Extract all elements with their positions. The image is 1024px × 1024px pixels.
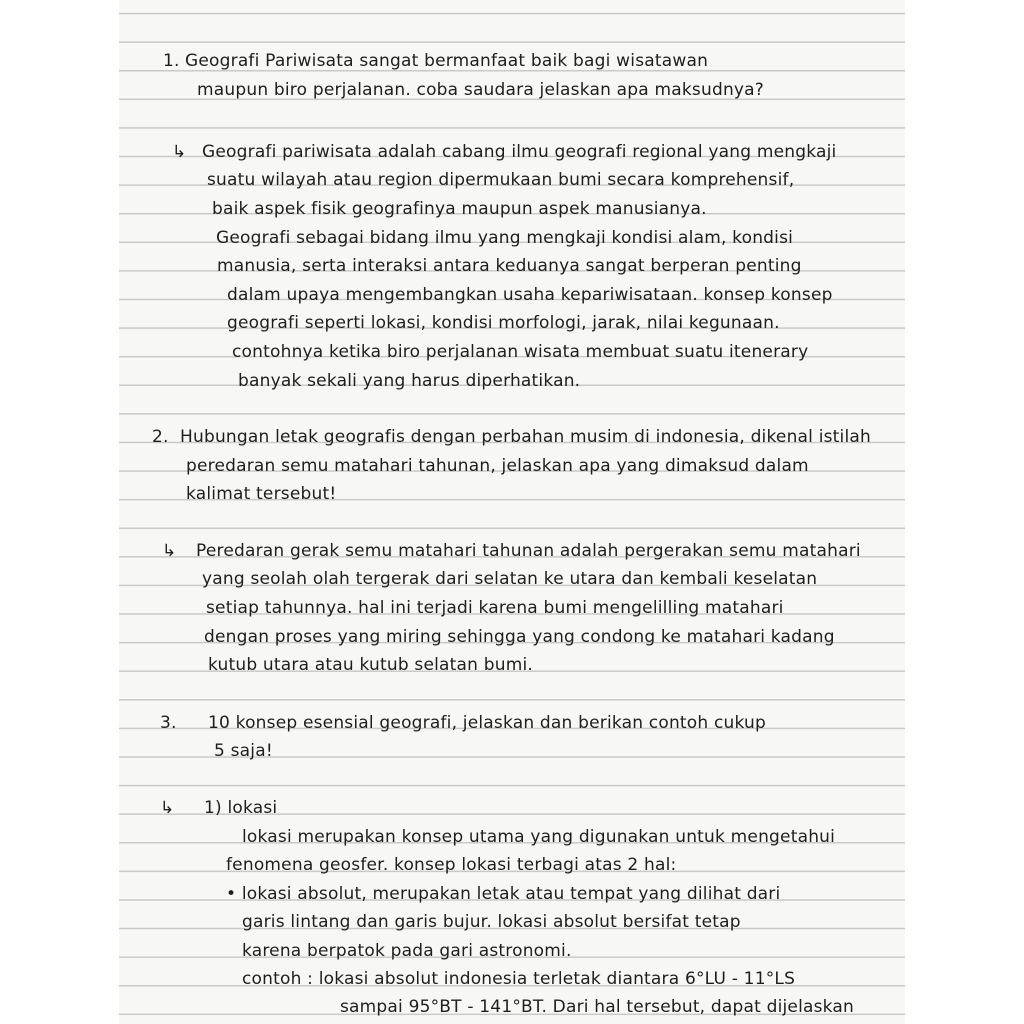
question-2-line-3: kalimat tersebut! xyxy=(186,484,337,504)
answer-2-line-3: setiap tahunnya. hal ini terjadi karena bumi mengelilling matahari xyxy=(206,598,784,618)
answer-3-line-6: contoh : lokasi absolut indonesia terletak diantara 6°LU - 11°LS xyxy=(242,969,796,989)
answer-1-line-5: manusia, serta interaksi antara keduanya sangat berperan penting xyxy=(217,256,802,276)
answer-2-arrow-icon: ↳ xyxy=(162,541,177,561)
question-2-number: 2. xyxy=(152,427,169,447)
answer-3-line-5: karena berpatok pada gari astronomi. xyxy=(242,941,572,961)
question-2-line-1: Hubungan letak geografis dengan perbahan musim di indonesia, dikenal istilah xyxy=(180,427,871,447)
answer-3-line-2: fenomena geosfer. konsep lokasi terbagi atas 2 hal: xyxy=(226,855,677,875)
answer-1-line-2: suatu wilayah atau region dipermukaan bumi secara komprehensif, xyxy=(207,170,795,190)
answer-1-line-6: dalam upaya mengembangkan usaha kepariwisataan. konsep konsep xyxy=(227,285,833,305)
answer-2-line-1: Peredaran gerak semu matahari tahunan adalah pergerakan semu matahari xyxy=(196,541,861,561)
answer-1-line-1: Geografi pariwisata adalah cabang ilmu geografi regional yang mengkaji xyxy=(202,142,837,162)
answer-1-line-7: geografi seperti lokasi, kondisi morfologi, jarak, nilai kegunaan. xyxy=(227,313,780,333)
answer-3-line-4: garis lintang dan garis bujur. lokasi absolut bersifat tetap xyxy=(242,912,741,932)
answer-2-line-5: kutub utara atau kutub selatan bumi. xyxy=(208,655,533,675)
question-1-number: 1. xyxy=(163,51,180,71)
answer-3-line-3: • lokasi absolut, merupakan letak atau tempat yang dilihat dari xyxy=(226,884,781,904)
answer-3-heading: 1) lokasi xyxy=(204,798,278,818)
answer-1-line-9: banyak sekali yang harus diperhatikan. xyxy=(238,371,581,391)
answer-1-line-8: contohnya ketika biro perjalanan wisata membuat suatu itenerary xyxy=(232,342,809,362)
answer-3-arrow-icon: ↳ xyxy=(160,798,175,818)
answer-1-line-4: Geografi sebagai bidang ilmu yang mengkaji kondisi alam, kondisi xyxy=(216,228,794,248)
answer-2-line-4: dengan proses yang miring sehingga yang condong ke matahari kadang xyxy=(204,627,835,647)
question-1-line-1: Geografi Pariwisata sangat bermanfaat baik bagi wisatawan xyxy=(185,51,709,71)
question-3-line-1: 10 konsep esensial geografi, jelaskan dan berikan contoh cukup xyxy=(208,713,766,733)
answer-3-line-7: sampai 95°BT - 141°BT. Dari hal tersebut, dapat dijelaskan xyxy=(340,997,855,1017)
question-1-line-2: maupun biro perjalanan. coba saudara jelaskan apa maksudnya? xyxy=(197,80,765,100)
answer-1-line-3: baik aspek fisik geografinya maupun aspek manusianya. xyxy=(212,199,707,219)
question-3-line-2: 5 saja! xyxy=(214,741,273,761)
question-3-number: 3. xyxy=(160,713,177,733)
answer-1-arrow-icon: ↳ xyxy=(172,142,187,162)
answer-3-line-1: lokasi merupakan konsep utama yang digunakan untuk mengetahui xyxy=(242,827,836,847)
answer-2-line-2: yang seolah olah tergerak dari selatan ke utara dan kembali keselatan xyxy=(202,569,818,589)
question-2-line-2: peredaran semu matahari tahunan, jelaskan apa yang dimaksud dalam xyxy=(186,456,809,476)
